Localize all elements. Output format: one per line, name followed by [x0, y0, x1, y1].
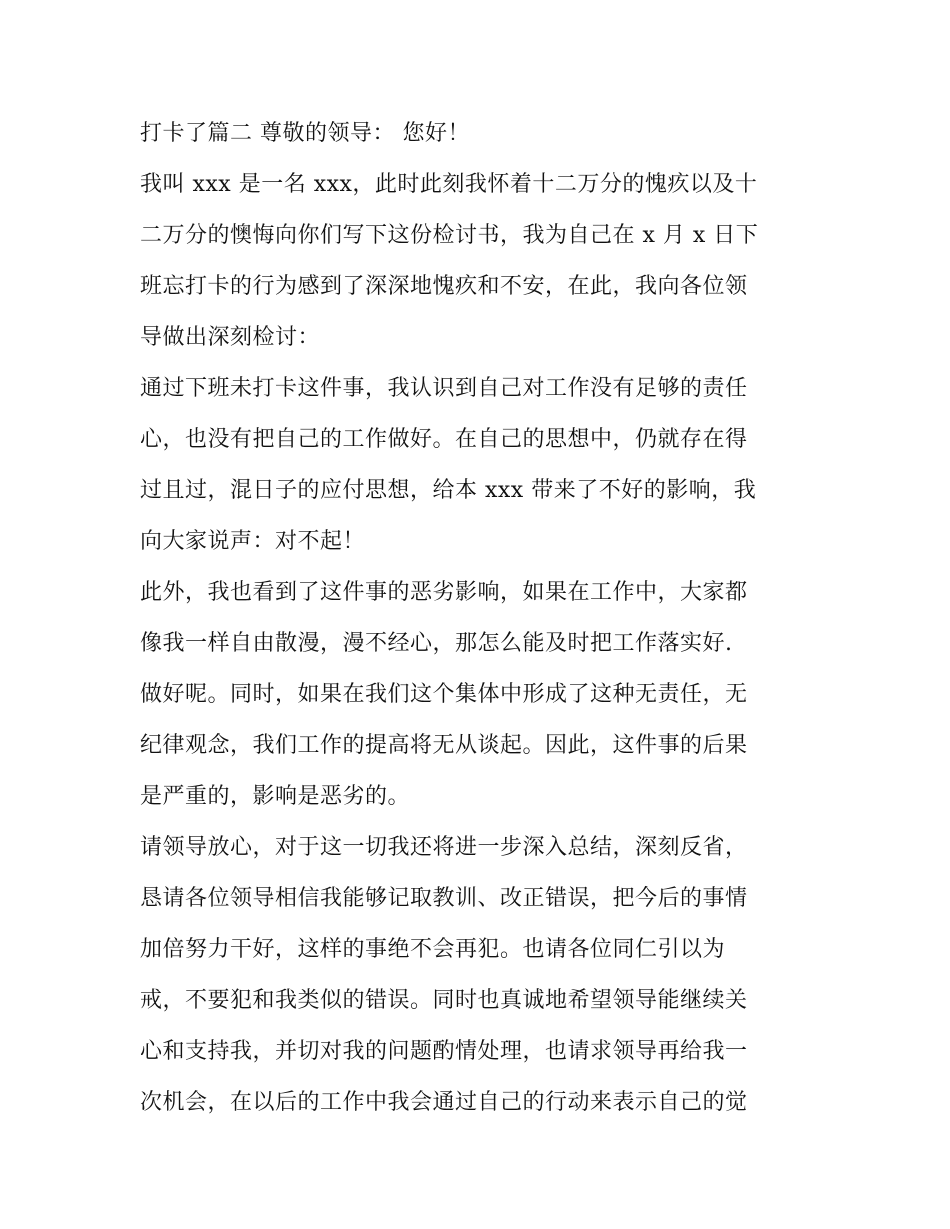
document-body [140, 108, 820, 1128]
text-line-18: 戒，不要犯和我类似的错误。同时也真诚地希望领导能继续关 [140, 988, 748, 1013]
text-line-5: 导做出深刻检讨： [140, 325, 321, 350]
text-line-16: 恳请各位领导相信我能够记取教训、改正错误，把今后的事情 [140, 886, 748, 911]
text-line-6: 通过下班未打卡这件事，我认识到自己对工作没有足够的责任 [140, 376, 748, 401]
text-line-20: 次机会，在以后的工作中我会通过自己的行动来表示自己的觉 [140, 1090, 748, 1115]
text-line-1: 打卡了篇二 尊敬的领导： 您好！ [140, 121, 470, 146]
text-line-10: 此外，我也看到了这件事的恶劣影响，如果在工作中，大家都 [140, 580, 748, 605]
text-line-12: 做好呢。同时，如果在我们这个集体中形成了这种无责任，无 [140, 682, 748, 707]
text-line-9: 向大家说声：对不起！ [140, 529, 366, 554]
text-line-17: 加倍努力干好，这样的事绝不会再犯。也请各位同仁引以为 [140, 937, 726, 962]
text-line-13: 纪律观念，我们工作的提高将无从谈起。因此，这件事的后果 [140, 733, 748, 758]
text-line-19: 心和支持我，并切对我的问题酌情处理，也请求领导再给我一 [140, 1039, 748, 1064]
text-line-4: 班忘打卡的行为感到了深深地愧疚和不安，在此，我向各位领 [140, 274, 748, 299]
text-line-15: 请领导放心，对于这一切我还将进一步深入总结，深刻反省， [140, 835, 748, 860]
text-line-7: 心，也没有把自己的工作做好。在自己的思想中，仍就存在得 [140, 427, 748, 452]
text-line-3: 二万分的懊悔向你们写下这份检讨书，我为自己在 x 月 x 日下 [140, 223, 759, 248]
text-line-14: 是严重的，影响是恶劣的。 [140, 784, 411, 809]
text-line-2: 我叫 xxx 是一名 xxx，此时此刻我怀着十二万分的愧疚以及十 [140, 172, 758, 197]
text-line-8: 过且过，混日子的应付思想，给本 xxx 带来了不好的影响，我 [140, 478, 757, 503]
text-line-11: 像我一样自由散漫，漫不经心，那怎么能及时把工作落实好. [140, 631, 733, 656]
